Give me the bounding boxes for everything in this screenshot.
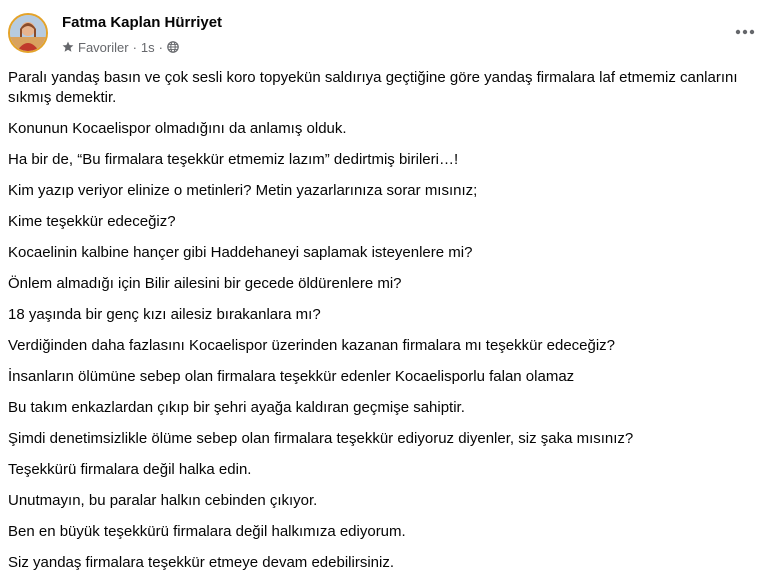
post-paragraph: Siz yandaş firmalara teşekkür etmeye devam edebilirsiniz. — [8, 554, 394, 571]
post-header — [0, 0, 773, 64]
post-paragraph: Ha bir de, “Bu firmalara teşekkür etmemiz lazım” dedirtmiş birileri…! — [8, 151, 459, 168]
meta-separator: · — [158, 39, 163, 55]
more-options-button[interactable] — [733, 22, 757, 42]
post-content — [8, 68, 760, 584]
post-paragraph: Paralı yandaş basın ve çok sesli koro topyekün saldırıya geçtiğine göre yandaş firmalara laf etmemiz canlarını sıkmış demektir. — [8, 69, 738, 106]
star-icon — [62, 41, 74, 53]
more-options-icon — [735, 29, 755, 35]
meta-separator: · — [132, 39, 137, 55]
post-paragraph: Önlem almadığı için Bilir ailesini bir gecede öldürenlere mi? — [8, 275, 402, 292]
post-meta — [62, 38, 179, 56]
post-paragraph: Unutmayın, bu paralar halkın cebinden çıkıyor. — [8, 492, 318, 509]
post-paragraph: Teşekkürü firmalara değil halka edin. — [8, 461, 252, 478]
post-paragraph: İnsanların ölümüne sebep olan firmalara teşekkür edenler Kocaelisporlu falan olamaz — [8, 368, 575, 385]
audience-label[interactable]: Favoriler — [78, 39, 129, 55]
post-paragraph: Kocaelinin kalbine hançer gibi Haddehaneyi saplamak isteyenlere mi? — [8, 244, 473, 261]
post-paragraph: Ben en büyük teşekkürü firmalara değil halkımıza ediyorum. — [8, 523, 406, 540]
post-paragraph: Verdiğinden daha fazlasını Kocaelispor üzerinden kazanan firmalara mı teşekkür edeceğiz? — [8, 337, 616, 354]
post-paragraph: Bu takım enkazlardan çıkıp bir şehri ayağa kaldıran geçmişe sahiptir. — [8, 399, 465, 416]
post-paragraph: 18 yaşında bir genç kızı ailesiz bırakanlara mı? — [8, 306, 321, 323]
post-paragraph: Konunun Kocaelispor olmadığını da anlamış olduk. — [8, 120, 347, 137]
post-time[interactable]: 1s — [140, 39, 155, 55]
post-paragraph: Kime teşekkür edeceğiz? — [8, 213, 176, 230]
post-paragraph: Kim yazıp veriyor elinize o metinleri? Metin yazarlarınıza sorar mısınız; — [8, 182, 478, 199]
post-paragraph: Şimdi denetimsizlikle ölüme sebep olan firmalara teşekkür ediyoruz diyenler, siz şaka mısınız? — [8, 430, 634, 447]
avatar[interactable] — [8, 13, 48, 53]
avatar-photo — [10, 15, 46, 51]
author-name[interactable]: Fatma Kaplan Hürriyet — [62, 14, 223, 31]
globe-icon[interactable] — [167, 41, 179, 53]
